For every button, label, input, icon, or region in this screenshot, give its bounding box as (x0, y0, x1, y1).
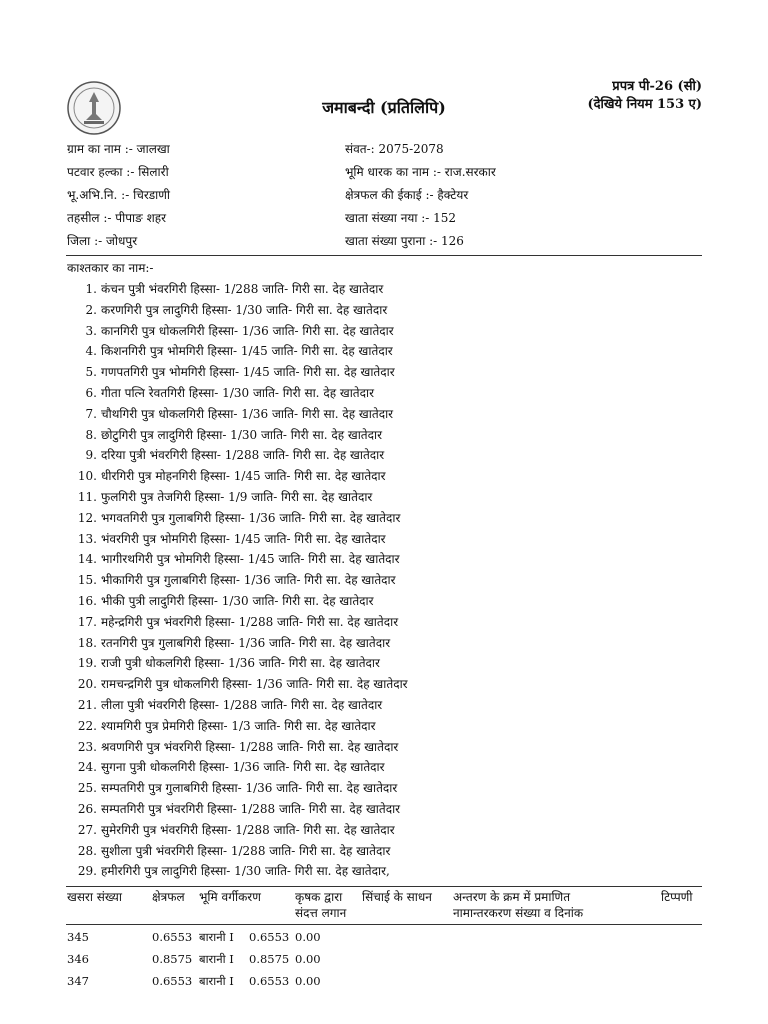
area-value: 0.6553 (152, 974, 193, 988)
divider-table-header (66, 924, 702, 925)
cultivator-item (67, 300, 587, 321)
cultivator-item (67, 695, 587, 716)
cultivator-item (67, 799, 587, 820)
patwar-circle: पटवार हल्का :- सिलारी (67, 165, 169, 179)
cultivator-number: 6. (85, 385, 97, 400)
old-account-number: खाता संख्या पुराना :- 126 (345, 234, 464, 248)
land-class: बारानी I (199, 974, 234, 988)
header-mutation-line1: अन्तरण के क्रम में प्रमाणित (453, 890, 571, 904)
rent-value: 0.00 (295, 974, 321, 988)
header-rent-line2: संदत्त लगान (295, 906, 347, 920)
cultivator-number: 21. (77, 697, 97, 712)
cultivator-entry: भागीरथगिरी पुत्र भोमगिरी हिस्सा- 1/45 जाति- गिरी सा. देह खातेदार (101, 552, 400, 567)
header-irrigation-source: सिंचाई के साधन (362, 890, 432, 904)
cultivator-entry: सुमेरगिरी पुत्र भंवरगिरी हिस्सा- 1/288 जाति- गिरी सा. देह खातेदार (101, 822, 395, 837)
cultivator-item (67, 383, 587, 404)
cultivator-entry: राजी पुत्री धोकलगिरी हिस्सा- 1/36 जाति- गिरी सा. देह खातेदार (101, 656, 380, 671)
cultivator-item (67, 549, 587, 570)
cultivator-item (67, 404, 587, 425)
cultivator-number: 12. (77, 510, 97, 525)
cultivator-item (67, 487, 587, 508)
cultivator-number: 13. (77, 531, 97, 546)
cultivator-item (67, 529, 587, 550)
cultivator-item (67, 861, 587, 882)
village-name: ग्राम का नाम :- जालखा (67, 142, 170, 156)
cultivator-number: 26. (77, 801, 97, 816)
cultivator-number: 19. (77, 656, 97, 671)
new-account-number: खाता संख्या नया :- 152 (345, 211, 457, 225)
cultivator-number: 10. (77, 469, 97, 484)
rent-value: 0.00 (295, 930, 321, 944)
cultivator-item (67, 633, 587, 654)
divider-top (66, 255, 702, 256)
divider-table-top (66, 886, 702, 887)
header-mutation-line2: नामान्तरकरण संख्या व दिनांक (453, 906, 584, 920)
cultivators-list (67, 279, 587, 882)
cultivator-item (67, 674, 587, 695)
cultivator-number: 23. (77, 739, 97, 754)
header-rent (295, 889, 346, 921)
cultivator-number: 18. (77, 635, 97, 650)
tehsil: तहसील :- पीपाङ शहर (67, 211, 167, 225)
cultivator-item (67, 425, 587, 446)
cultivator-entry: छोटुगिरी पुत्र लादुगिरी हिस्सा- 1/30 जाति- गिरी सा. देह खातेदार (101, 427, 383, 442)
cultivator-entry: भीकी पुत्री लादुगिरी हिस्सा- 1/30 जाति- गिरी सा. देह खातेदार (101, 593, 374, 608)
cultivator-number: 16. (77, 593, 97, 608)
account-details (345, 138, 496, 253)
cultivator-item (67, 716, 587, 737)
cultivator-entry: भगवतगिरी पुत्र गुलाबगिरी हिस्सा- 1/36 जाति- गिरी सा. देह खातेदार (101, 510, 401, 525)
cultivator-entry: श्यामगिरी पुत्र प्रेमगिरी हिस्सा- 1/3 जाति- गिरी सा. देह खातेदार (101, 718, 376, 733)
header-rent-line1: कृषक द्वारा (295, 890, 343, 904)
cultivator-number: 15. (77, 573, 97, 588)
land-record-inspector: भू.अभि.नि. :- चिरडाणी (67, 188, 171, 202)
header-khasra-number: खसरा संख्या (67, 890, 122, 904)
cultivator-entry: सुगना पुत्री धोकलगिरी हिस्सा- 1/36 जाति- गिरी सा. देह खातेदार (101, 760, 385, 775)
cultivator-entry: भीकागिरी पुत्र गुलाबगिरी हिस्सा- 1/36 जाति- गिरी सा. देह खातेदार (101, 573, 396, 588)
khasra-number: 347 (67, 974, 89, 988)
area-value: 0.6553 (152, 930, 193, 944)
header-area: क्षेत्रफल (152, 890, 185, 904)
cultivator-item (67, 757, 587, 778)
location-details (67, 138, 170, 253)
cultivator-entry: चौथगिरी पुत्र धोकलगिरी हिस्सा- 1/36 जाति- गिरी सा. देह खातेदार (101, 406, 394, 421)
cultivator-entry: कानगिरी पुत्र धोकलगिरी हिस्सा- 1/36 जाति- गिरी सा. देह खातेदार (101, 323, 394, 338)
area-unit: क्षेत्रफल की ईकाई :- हैक्टेयर (345, 188, 469, 202)
khasra-number: 346 (67, 952, 89, 966)
cultivator-entry: सम्पतगिरी पुत्र गुलाबगिरी हिस्सा- 1/36 जाति- गिरी सा. देह खातेदार (101, 781, 398, 796)
cultivator-item (67, 508, 587, 529)
land-class: बारानी I (199, 930, 234, 944)
cultivators-heading: काश्तकार का नाम:- (67, 261, 154, 275)
cultivator-item (67, 570, 587, 591)
cultivator-item (67, 778, 587, 799)
land-class: बारानी I (199, 952, 234, 966)
cultivator-entry: धीरगिरी पुत्र मोहनगिरी हिस्सा- 1/45 जाति- गिरी सा. देह खातेदार (101, 469, 386, 484)
cultivator-entry: कंचन पुत्री भंवरगिरी हिस्सा- 1/288 जाति- गिरी सा. देह खातेदार (101, 282, 384, 296)
cultivator-entry: किशनगिरी पुत्र भोमगिरी हिस्सा- 1/45 जाति- गिरी सा. देह खातेदार (101, 344, 393, 359)
cultivator-item (67, 612, 587, 633)
cultivator-item (67, 445, 587, 466)
cultivator-number: 28. (77, 843, 97, 858)
cultivator-number: 25. (77, 781, 97, 796)
cultivator-number: 7. (85, 406, 97, 421)
table-row (0, 926, 768, 948)
cultivator-item (67, 362, 587, 383)
cultivator-entry: सुशीला पुत्री भंवरगिरी हिस्सा- 1/288 जाति- गिरी सा. देह खातेदार (101, 843, 391, 858)
cultivator-item (67, 820, 587, 841)
header-land-classification: भूमि वर्गीकरण (199, 890, 261, 904)
header-remarks: टिप्पणी (661, 890, 693, 904)
cultivator-number: 11. (77, 489, 97, 504)
cultivator-number: 24. (77, 760, 97, 775)
cultivator-entry: सम्पतगिरी पुत्र भंवरगिरी हिस्सा- 1/288 जाति- गिरी सा. देह खातेदार (101, 801, 401, 816)
header-mutation-reference (453, 889, 583, 921)
cultivator-entry: लीला पुत्री भंवरगिरी हिस्सा- 1/288 जाति- गिरी सा. देह खातेदार (101, 697, 383, 712)
document-title: जमाबन्दी (प्रतिलिपि) (322, 98, 446, 117)
table-row (0, 970, 768, 992)
form-number: प्रपत्र पी-26 (सी) (612, 79, 702, 94)
cultivator-number: 14. (77, 552, 97, 567)
cultivator-item (67, 591, 587, 612)
land-class-area: 0.8575 (249, 952, 290, 966)
cultivator-item (67, 341, 587, 362)
cultivator-number: 1. (85, 282, 97, 296)
area-value: 0.8575 (152, 952, 193, 966)
cultivator-entry: गीता पत्नि रेवतगिरी हिस्सा- 1/30 जाति- गिरी सा. देह खातेदार (101, 385, 375, 400)
district: जिला :- जोधपुर (67, 234, 138, 248)
cultivator-number: 17. (77, 614, 97, 629)
cultivator-item (67, 737, 587, 758)
land-class-area: 0.6553 (249, 974, 290, 988)
cultivator-number: 20. (77, 677, 97, 692)
cultivator-entry: रतनगिरी पुत्र गुलाबगिरी हिस्सा- 1/36 जाति- गिरी सा. देह खातेदार (101, 635, 391, 650)
cultivator-item (67, 321, 587, 342)
cultivator-entry: गणपतगिरी पुत्र भोमगिरी हिस्सा- 1/45 जाति- गिरी सा. देह खातेदार (101, 365, 395, 380)
cultivator-entry: महेन्द्रगिरी पुत्र भंवरगिरी हिस्सा- 1/288 जाति- गिरी सा. देह खातेदार (101, 614, 399, 629)
cultivator-entry: रामचन्द्रगिरी पुत्र धोकलगिरी हिस्सा- 1/36 जाति- गिरी सा. देह खातेदार (101, 677, 408, 692)
cultivator-number: 8. (85, 427, 97, 442)
cultivator-item (67, 653, 587, 674)
cultivator-item (67, 279, 587, 300)
land-holder-name: भूमि धारक का नाम :- राज.सरकार (345, 165, 496, 179)
cultivator-number: 3. (85, 323, 97, 338)
cultivator-number: 22. (77, 718, 97, 733)
cultivator-item (67, 841, 587, 862)
cultivator-entry: दरिया पुत्री भंवरगिरी हिस्सा- 1/288 जाति- गिरी सा. देह खातेदार (101, 448, 385, 463)
rent-value: 0.00 (295, 952, 321, 966)
cultivator-number: 2. (85, 302, 97, 317)
table-row (0, 948, 768, 970)
khasra-number: 345 (67, 930, 89, 944)
cultivator-number: 9. (85, 448, 97, 463)
cultivator-entry: फुलगिरी पुत्र तेजगिरी हिस्सा- 1/9 जाति- गिरी सा. देह खातेदार (101, 489, 373, 504)
cultivator-entry: करणगिरी पुत्र लादुगिरी हिस्सा- 1/30 जाति- गिरी सा. देह खातेदार (101, 302, 388, 317)
cultivator-entry: हमीरगिरी पुत्र लादुगिरी हिस्सा- 1/30 जाति- गिरी सा. देह खातेदार, (101, 864, 390, 879)
cultivator-entry: भंवरगिरी पुत्र भोमगिरी हिस्सा- 1/45 जाति- गिरी सा. देह खातेदार (101, 531, 386, 546)
cultivator-entry: श्रवणगिरी पुत्र भंवरगिरी हिस्सा- 1/288 जाति- गिरी सा. देह खातेदार (101, 739, 399, 754)
cultivator-number: 5. (85, 365, 97, 380)
cultivator-item (67, 466, 587, 487)
land-class-area: 0.6553 (249, 930, 290, 944)
form-reference (587, 78, 702, 114)
cultivator-number: 4. (85, 344, 97, 359)
samvat-year: संवत-: 2075-2078 (345, 142, 444, 156)
cultivator-number: 29. (77, 864, 97, 879)
form-rule: (देखिये नियम 153 ए) (587, 97, 702, 112)
cultivator-number: 27. (77, 822, 97, 837)
